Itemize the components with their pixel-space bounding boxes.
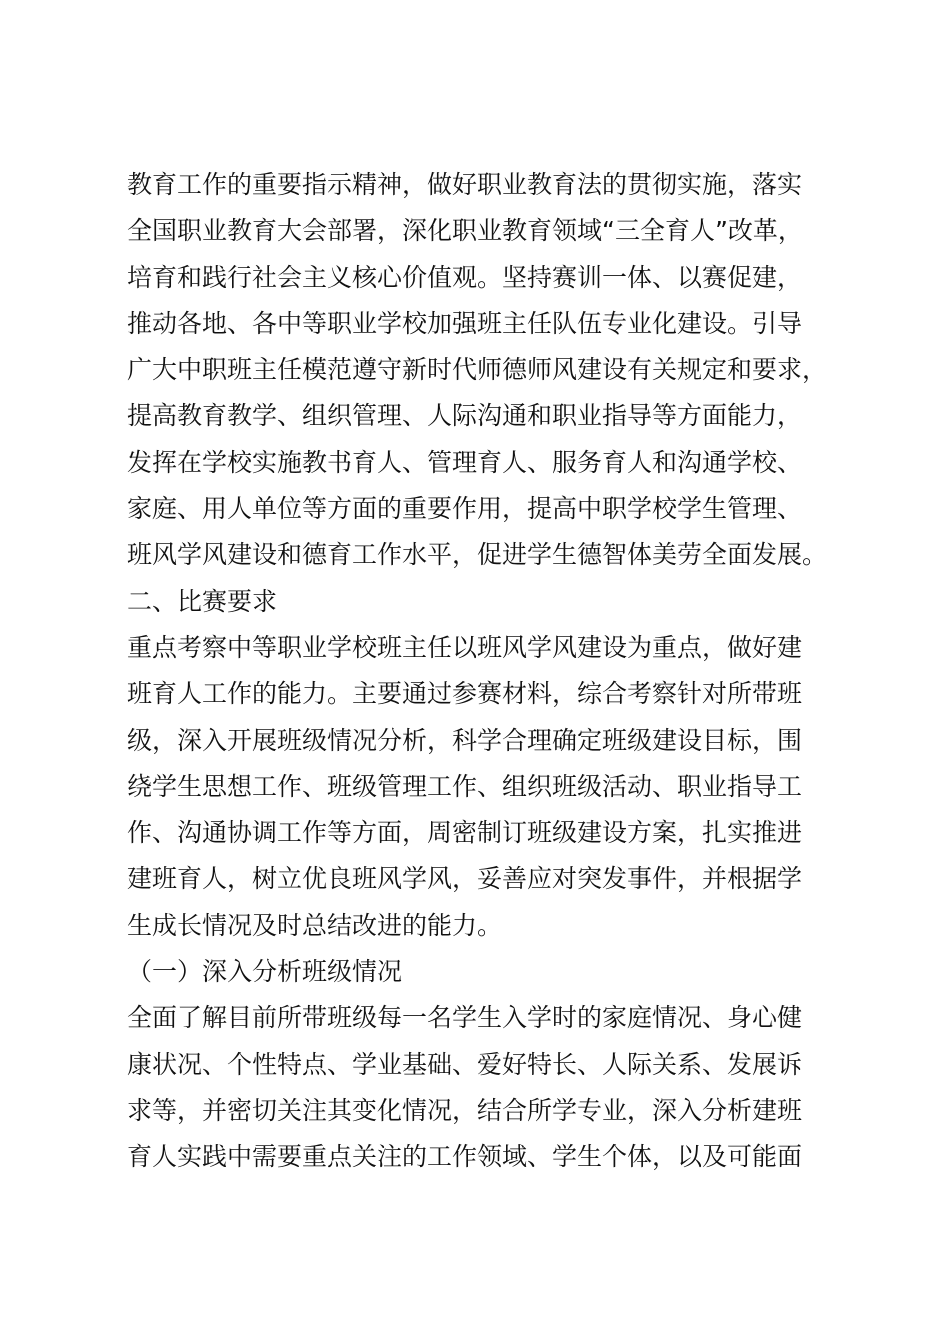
- text-line: 生成长情况及时总结改进的能力。: [127, 910, 503, 940]
- text-line: 育人实践中需要重点关注的工作领域、学生个体，以及可能面: [127, 1142, 803, 1172]
- text-line: 全面了解目前所带班级每一名学生入学时的家庭情况、身心健: [127, 1003, 803, 1033]
- section-heading: 二、比赛要求: [127, 586, 278, 616]
- text-line: 班育人工作的能力。主要通过参赛材料，综合考察针对所带班: [127, 679, 803, 709]
- subsection-heading: （一）深入分析班级情况: [127, 957, 403, 987]
- text-line: 绕学生思想工作、班级管理工作、组织班级活动、职业指导工: [127, 771, 803, 801]
- text-line: 提高教育教学、组织管理、人际沟通和职业指导等方面能力，: [127, 401, 803, 431]
- text-line: 发挥在学校实施教书育人、管理育人、服务育人和沟通学校、: [127, 447, 803, 477]
- text-line: 全国职业教育大会部署，深化职业教育领域“三全育人”改革，: [127, 216, 803, 246]
- text-line: 建班育人，树立优良班风学风，妥善应对突发事件，并根据学: [127, 864, 803, 894]
- text-line: 推动各地、各中等职业学校加强班主任队伍专业化建设。引导: [127, 308, 803, 338]
- text-line: 重点考察中等职业学校班主任以班风学风建设为重点，做好建: [127, 632, 803, 662]
- text-line: 班风学风建设和德育工作水平，促进学生德智体美劳全面发展。: [127, 540, 828, 570]
- text-line: 康状况、个性特点、学业基础、爱好特长、人际关系、发展诉: [127, 1049, 803, 1079]
- text-line: 家庭、用人单位等方面的重要作用，提高中职学校学生管理、: [127, 494, 803, 524]
- document-body: [127, 162, 847, 1181]
- text-line: 培育和践行社会主义核心价值观。坚持赛训一体、以赛促建，: [127, 262, 803, 292]
- text-line: 作、沟通协调工作等方面，周密制订班级建设方案，扎实推进: [127, 818, 803, 848]
- text-line: 级，深入开展班级情况分析，科学合理确定班级建设目标，围: [127, 725, 803, 755]
- text-line: 求等，并密切关注其变化情况，结合所学专业，深入分析建班: [127, 1095, 803, 1125]
- text-line: 广大中职班主任模范遵守新时代师德师风建设有关规定和要求，: [127, 355, 828, 385]
- text-line: 教育工作的重要指示精神，做好职业教育法的贯彻实施，落实: [127, 170, 803, 199]
